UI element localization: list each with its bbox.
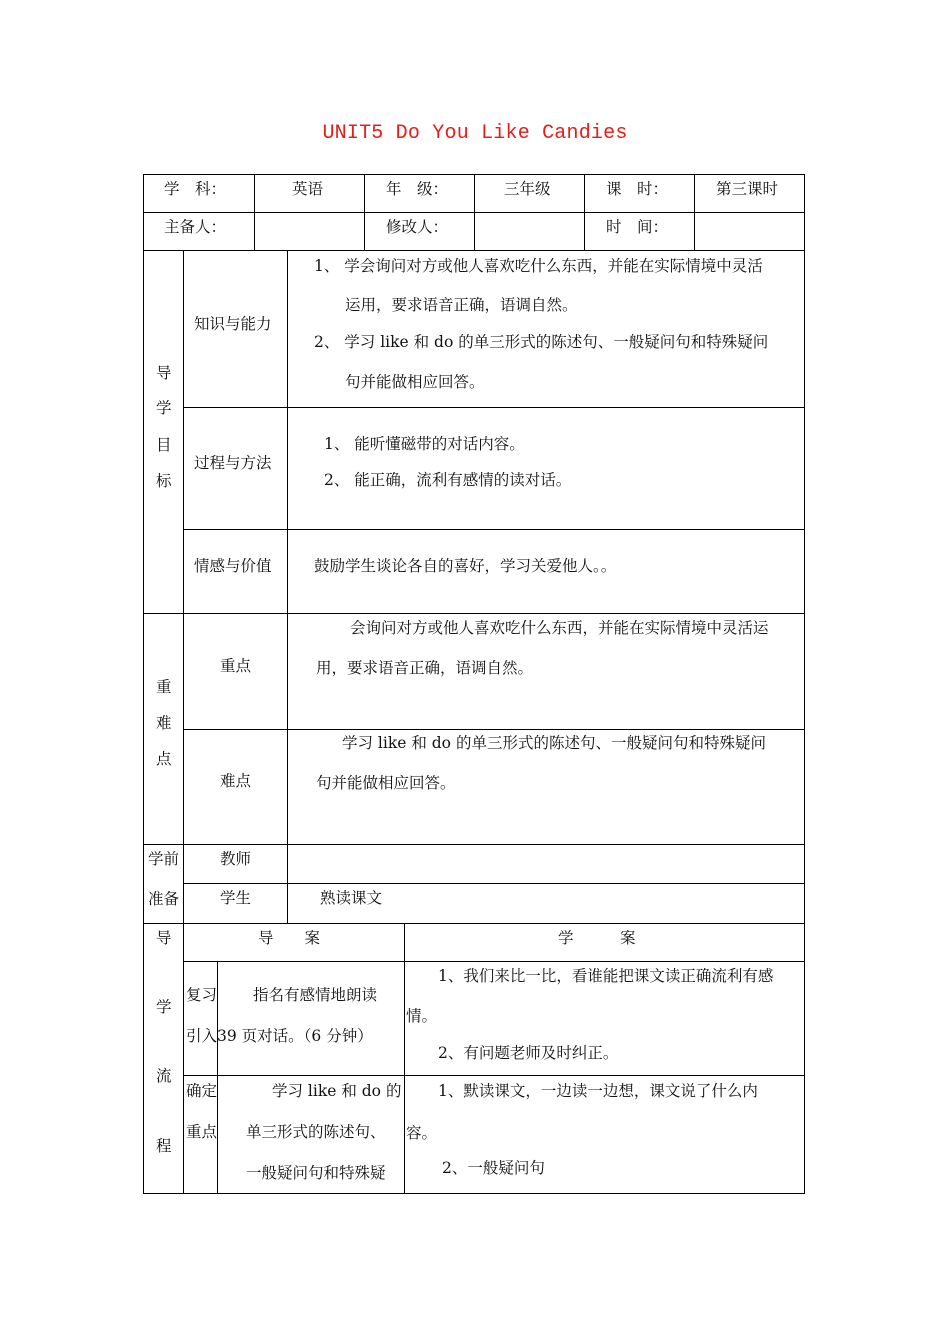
study-line: 2、有问题老师及时纠正。 [438,1044,619,1062]
guide-line: 单三形式的陈述句、 [246,1123,386,1141]
prep-label: 准备 [148,890,180,908]
guide-header: 导 案 [258,929,321,947]
focus-line: 会询问对方或他人喜欢吃什么东西，并能在实际情境中灵活运 [350,619,769,637]
keypoints-label: 点 [156,750,172,768]
knowledge-line: 2、 学习 like 和 do 的单三形式的陈述句、一般疑问句和特殊疑问 [314,333,769,351]
process-line: 2、 能正确，流利有感情的读对话。 [324,471,572,489]
rule [404,923,405,1193]
knowledge-label: 知识与能力 [194,315,272,333]
rule [143,923,804,924]
rule [143,174,144,1194]
emotion-label: 情感与价值 [194,557,272,575]
objectives-label: 目 [156,436,172,454]
flow-label: 程 [156,1137,172,1155]
rule [804,174,805,1194]
flow-label: 导 [156,929,172,947]
preparer-label: 主备人： [164,218,227,236]
rule [143,844,804,845]
subject-value: 英语 [292,180,324,198]
teacher-label: 教师 [220,850,252,868]
student-label: 学生 [220,889,252,907]
difficulty-line: 句并能做相应回答。 [316,774,456,792]
rule [143,1193,804,1194]
study-line: 1、我们来比一比，看谁能把课文读正确流利有感 [438,967,774,985]
student-value: 熟读课文 [320,889,383,907]
rule [183,529,804,530]
objectives-label: 导 [156,364,172,382]
stage-label: 复习 [186,986,218,1004]
rule [183,729,804,730]
objectives-label: 标 [156,472,172,490]
reviser-label: 修改人： [386,218,449,236]
stage-label: 确定 [186,1082,218,1100]
study-line: 情。 [406,1007,438,1025]
focus-line: 用，要求语音正确，语调自然。 [316,659,534,677]
rule [694,174,695,250]
guide-line: 一般疑问句和特殊疑 [246,1164,386,1182]
objectives-label: 学 [156,399,172,417]
rule [143,250,804,251]
knowledge-line: 运用，要求语音正确，语调自然。 [345,296,578,314]
rule [183,1075,804,1076]
rule [183,250,184,923]
study-header: 学 案 [558,929,636,947]
rule [143,613,804,614]
rule [287,250,288,923]
subject-label: 学 科： [164,180,227,198]
focus-label: 重点 [220,657,252,675]
process-line: 1、 能听懂磁带的对话内容。 [324,435,525,453]
prep-label: 学前 [148,850,180,868]
stage-label: 重点 [186,1123,218,1141]
rule [474,174,475,250]
knowledge-line: 句并能做相应回答。 [345,373,485,391]
guide-line: 39 页对话。（6 分钟） [217,1027,373,1045]
study-line: 容。 [406,1124,438,1142]
flow-label: 学 [156,998,172,1016]
keypoints-label: 重 [156,678,172,696]
rule [254,174,255,250]
stage-label: 引入 [186,1027,218,1045]
rule [183,923,184,1193]
study-line: 2、一般疑问句 [442,1159,545,1177]
rule [183,407,804,408]
flow-label: 流 [156,1067,172,1085]
rule [183,961,804,962]
period-label: 课 时： [606,180,669,198]
grade-label: 年 级： [386,180,449,198]
rule [364,174,365,250]
keypoints-label: 难 [156,714,172,732]
rule [584,174,585,250]
difficulty-line: 学习 like 和 do 的单三形式的陈述句、一般疑问句和特殊疑问 [342,734,766,752]
time-label: 时 间： [606,218,669,236]
rule [183,883,804,884]
study-line: 1、默读课文，一边读一边想，课文说了什么内 [438,1082,758,1100]
emotion-line: 鼓励学生谈论各自的喜好，学习关爱他人。。 [314,557,617,575]
process-label: 过程与方法 [194,454,272,472]
guide-line: 学习 like 和 do 的 [272,1082,402,1100]
period-value: 第三课时 [716,180,779,198]
grade-value: 三年级 [504,180,551,198]
difficulty-label: 难点 [220,772,252,790]
knowledge-line: 1、 学会询问对方或他人喜欢吃什么东西，并能在实际情境中灵活 [314,257,763,275]
document-title: UNIT5 Do You Like Candies [322,122,628,145]
rule [217,961,218,1193]
guide-line: 指名有感情地朗读 [253,986,378,1004]
